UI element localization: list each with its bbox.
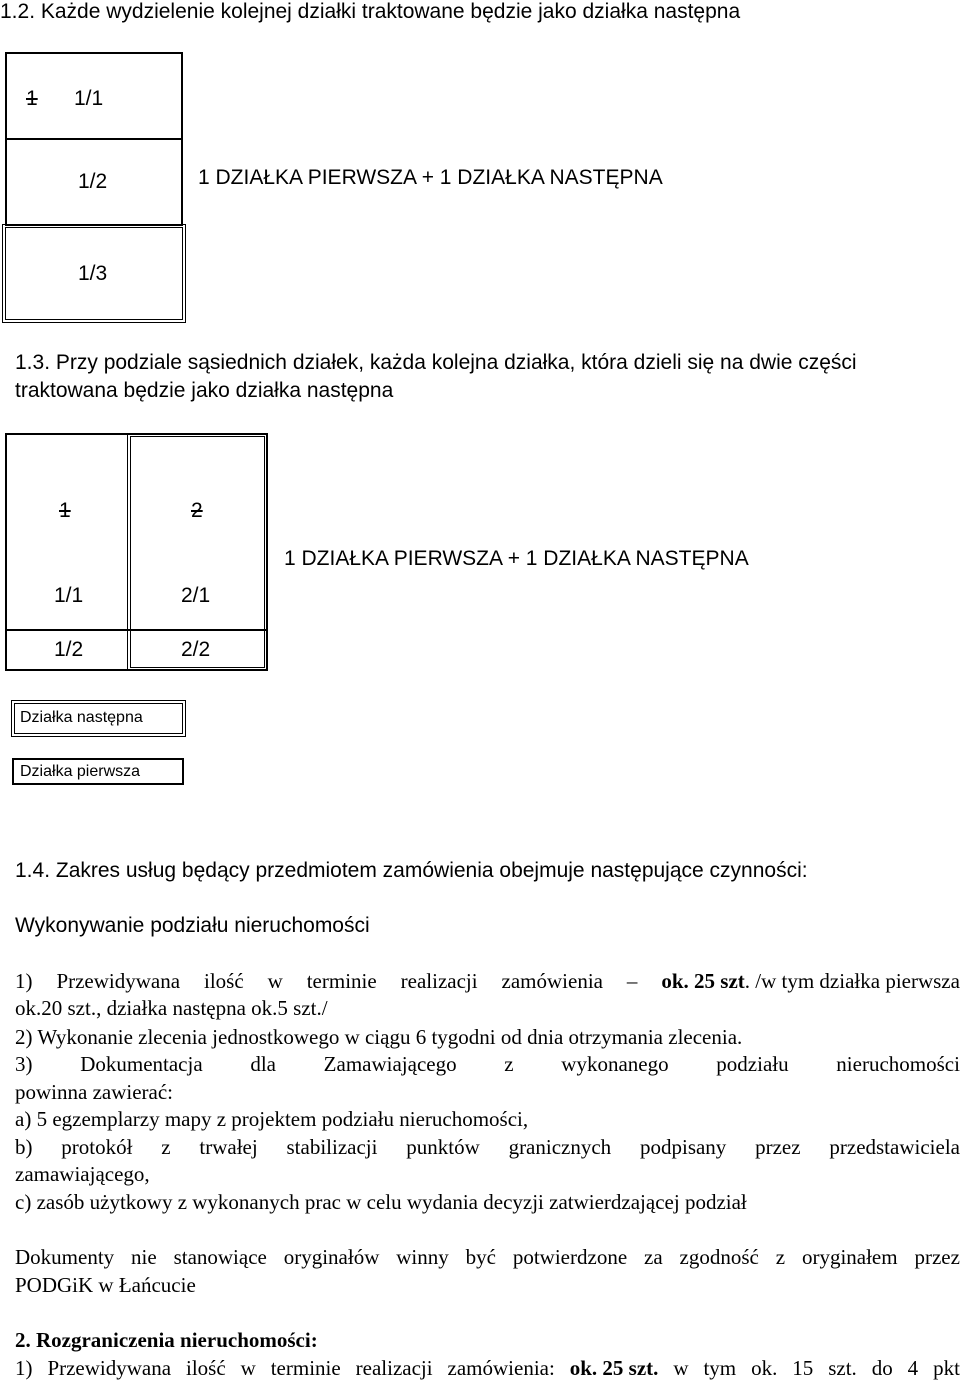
- word: z: [161, 1135, 171, 1159]
- word: b): [15, 1135, 33, 1159]
- parcel-1-label: 1: [26, 87, 38, 110]
- word: ilość: [186, 1356, 226, 1380]
- item-1-quantity: ok. 25 szt. /w tym działka pierwsza: [661, 969, 960, 993]
- word: nie: [131, 1245, 157, 1269]
- word: Dokumentacja: [80, 1052, 203, 1076]
- word: przez: [914, 1245, 960, 1269]
- word: realizacji: [400, 969, 478, 993]
- word: Zamawiającego: [323, 1052, 457, 1076]
- word: stabilizacji: [286, 1135, 378, 1159]
- item-1-line-2: ok.20 szt., działka następna ok.5 szt./: [15, 996, 328, 1020]
- word: za: [644, 1245, 663, 1269]
- word: 1): [15, 1356, 33, 1380]
- word: 1): [15, 969, 33, 993]
- legend-next-label: Działka następna: [20, 709, 143, 726]
- word: tym: [703, 1356, 737, 1380]
- word: potwierdzone: [512, 1245, 628, 1269]
- word: terminie: [306, 969, 377, 993]
- word: protokół: [61, 1135, 133, 1159]
- section-2-quantity: ok. 25 szt.: [569, 1356, 659, 1380]
- word: przedstawiciela: [829, 1135, 960, 1159]
- word: granicznych: [508, 1135, 612, 1159]
- word: przez: [755, 1135, 801, 1159]
- word: Dokumenty: [15, 1245, 115, 1269]
- word: w: [240, 1356, 256, 1380]
- word: dla: [250, 1052, 276, 1076]
- parcel-1-2-label: 1/2: [78, 170, 108, 193]
- item-3c: c) zasób użytkowy z wykonanych prac w celu wydania decyzji zatwierdzającej podział: [15, 1190, 747, 1214]
- parcel-1-label: 1: [59, 499, 71, 522]
- word: pkt: [933, 1356, 960, 1380]
- parcel-2-2-label: 2/2: [181, 638, 211, 661]
- word: punktów: [406, 1135, 480, 1159]
- word: oryginałów: [283, 1245, 380, 1269]
- item-1-line-1: [15, 968, 960, 994]
- word: podpisany: [639, 1135, 727, 1159]
- item-3b-line-2: zamawiającego,: [15, 1162, 150, 1186]
- parcel-2-label: 2: [191, 499, 203, 522]
- word: szt.: [828, 1356, 857, 1380]
- item-3-line-2: powinna zawierać:: [15, 1080, 174, 1104]
- section-1-4-heading: 1.4. Zakres usług będący przedmiotem zamówienia obejmuje następujące czynności:: [15, 859, 808, 882]
- parcel-1-3-label: 1/3: [78, 262, 108, 285]
- word: trwałej: [199, 1135, 258, 1159]
- word: –: [626, 969, 638, 993]
- word: w: [267, 969, 283, 993]
- word: stanowiące: [173, 1245, 267, 1269]
- documents-note-line-2: PODGiK w Łańcucie: [15, 1273, 196, 1297]
- section-1-4-title: Wykonywanie podziału nieruchomości: [15, 914, 370, 937]
- word: do: [871, 1356, 893, 1380]
- item-3b-line-1: [15, 1134, 960, 1160]
- section-2-title: 2. Rozgraniczenia nieruchomości:: [15, 1328, 318, 1352]
- parcel-1-2-label: 1/2: [54, 638, 84, 661]
- word: ilość: [204, 969, 244, 993]
- parcel-2-1-label: 2/1: [181, 584, 211, 607]
- section-1-2-heading: 1.2. Każde wydzielenie kolejnej działki traktowane będzie jako działka następna: [0, 0, 741, 23]
- diagram-1-caption: 1 DZIAŁKA PIERWSZA + 1 DZIAŁKA NASTĘPNA: [198, 166, 663, 189]
- section-1-3-line-2: traktowana będzie jako działka następna: [15, 379, 394, 402]
- diagram-2-caption: 1 DZIAŁKA PIERWSZA + 1 DZIAŁKA NASTĘPNA: [284, 547, 749, 570]
- word: terminie: [270, 1356, 341, 1380]
- item-3-line-1: [15, 1051, 960, 1077]
- word: zamówienia: [501, 969, 603, 993]
- word: 3): [15, 1052, 33, 1076]
- parcel-2-next: [127, 433, 268, 671]
- word: w: [673, 1356, 689, 1380]
- parcel-1-1-label: 1/1: [74, 87, 104, 110]
- word: zgodność: [679, 1245, 759, 1269]
- word: 15: [792, 1356, 814, 1380]
- word: 4: [907, 1356, 919, 1380]
- word: winny: [396, 1245, 449, 1269]
- word: z: [775, 1245, 786, 1269]
- item-2: 2) Wykonanie zlecenia jednostkowego w ciągu 6 tygodni od dnia otrzymania zlecenia.: [15, 1025, 743, 1049]
- documents-note-line-1: [15, 1244, 960, 1270]
- word: zamówienia:: [447, 1356, 555, 1380]
- word: wykonanego: [561, 1052, 669, 1076]
- word: podziału: [716, 1052, 789, 1076]
- word: być: [465, 1245, 496, 1269]
- section-2-item-1: [15, 1355, 960, 1381]
- word: oryginałem: [801, 1245, 898, 1269]
- word: ok.: [751, 1356, 778, 1380]
- word: Przewidywana: [47, 1356, 172, 1380]
- item-3a: a) 5 egzemplarzy mapy z projektem podziału nieruchomości,: [15, 1107, 529, 1131]
- word: nieruchomości: [836, 1052, 960, 1076]
- word: z: [504, 1052, 514, 1076]
- section-1-3-line-1: 1.3. Przy podziale sąsiednich działek, każda kolejna działka, która dzieli się na dwie części: [15, 351, 857, 374]
- legend-first-label: Działka pierwsza: [20, 763, 141, 780]
- word: realizacji: [355, 1356, 433, 1380]
- parcel-1-1-label: 1/1: [54, 584, 84, 607]
- word: Przewidywana: [56, 969, 181, 993]
